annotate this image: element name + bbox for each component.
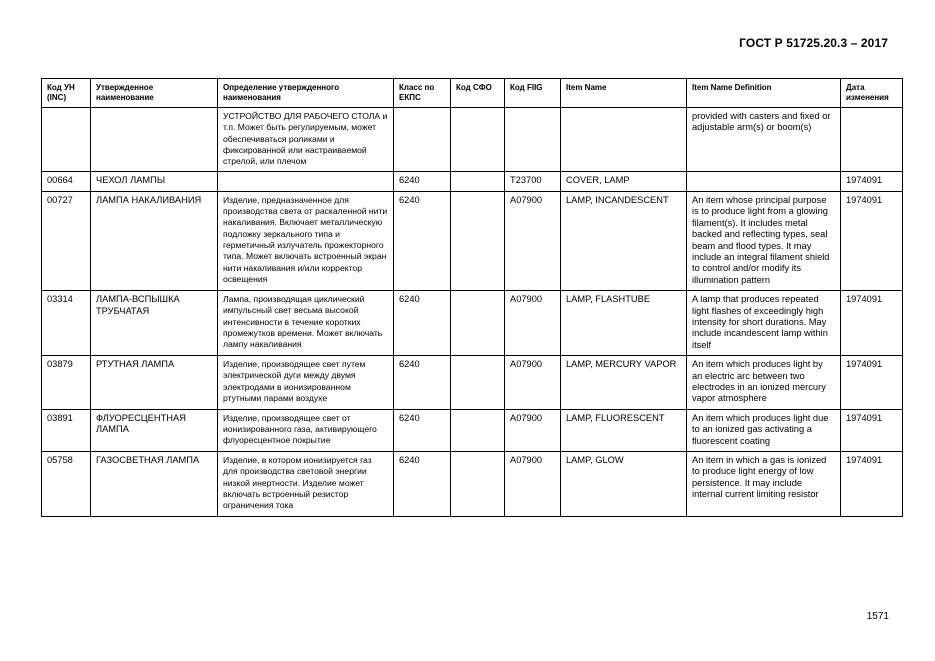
- cell-date: 1974091: [841, 452, 903, 516]
- cell-item-definition: An item which produces light due to an ionized gas activating a fluorescent coating: [687, 409, 841, 451]
- cell-date: 1974091: [841, 172, 903, 191]
- cell-class: [394, 108, 451, 172]
- table-row: [42, 356, 903, 410]
- cell-code: [42, 108, 91, 172]
- cell-code: 00727: [42, 191, 91, 290]
- page-number: 1571: [866, 611, 889, 622]
- cell-item-definition: [687, 172, 841, 191]
- col-header-fiig: Код FIIG: [505, 79, 561, 108]
- col-header-code: Код УН (INC): [42, 79, 91, 108]
- cell-code: 00664: [42, 172, 91, 191]
- table-header-row: [42, 79, 903, 108]
- cell-date: 1974091: [841, 291, 903, 356]
- cell-date: [841, 108, 903, 172]
- cell-sfo: [451, 172, 505, 191]
- cell-name: ЛАМПА-ВСПЫШКА ТРУБЧАТАЯ: [91, 291, 218, 356]
- col-header-name: Утвержденное наименование: [91, 79, 218, 108]
- table-row: [42, 172, 903, 191]
- cell-sfo: [451, 409, 505, 451]
- cell-definition: Изделие, производящее свет от ионизированного газа, активирующего флуоресцентное покрытие: [218, 409, 394, 451]
- col-header-item-name: Item Name: [561, 79, 687, 108]
- cell-definition: Изделие, в котором ионизируется газ для производства световой энергии низкой инертности. Изделие может включать встроенный резистор ограничения тока: [218, 452, 394, 516]
- cell-class: 6240: [394, 172, 451, 191]
- cell-item-name: LAMP, FLASHTUBE: [561, 291, 687, 356]
- cell-class: 6240: [394, 291, 451, 356]
- cell-item-definition: An item which produces light by an electric arc between two electrodes in an ionized mercury vapor atmosphere: [687, 356, 841, 410]
- cell-sfo: [451, 452, 505, 516]
- cell-code: 03879: [42, 356, 91, 410]
- col-header-item-definition: Item Name Definition: [687, 79, 841, 108]
- cell-class: 6240: [394, 409, 451, 451]
- cell-fiig: [505, 108, 561, 172]
- cell-item-definition: provided with casters and fixed or adjustable arm(s) or boom(s): [687, 108, 841, 172]
- cell-definition: Лампа, производящая циклический импульсный свет весьма высокой интенсивности в течение коротких промежутков времени. Может включать лампу накаливания: [218, 291, 394, 356]
- cell-name: ЧЕХОЛ ЛАМПЫ: [91, 172, 218, 191]
- cell-name: ФЛУОРЕСЦЕНТНАЯ ЛАМПА: [91, 409, 218, 451]
- cell-fiig: T23700: [505, 172, 561, 191]
- cell-name: ГАЗОСВЕТНАЯ ЛАМПА: [91, 452, 218, 516]
- cell-definition: УСТРОЙСТВО ДЛЯ РАБОЧЕГО СТОЛА и т.п. Может быть регулируемым, может обеспечиваться роликами и фиксированной или настраиваемой стрелой, или плечом: [218, 108, 394, 172]
- classification-table: [41, 78, 903, 517]
- cell-code: 03314: [42, 291, 91, 356]
- cell-date: 1974091: [841, 409, 903, 451]
- table-row: [42, 452, 903, 516]
- cell-item-definition: A lamp that produces repeated light flashes of exceedingly high intensity for short durations. May include incandescent lamp within itself: [687, 291, 841, 356]
- table-row: [42, 191, 903, 290]
- cell-name: ЛАМПА НАКАЛИВАНИЯ: [91, 191, 218, 290]
- cell-item-name: LAMP, GLOW: [561, 452, 687, 516]
- cell-item-name: LAMP, MERCURY VAPOR: [561, 356, 687, 410]
- cell-fiig: A07900: [505, 452, 561, 516]
- cell-fiig: A07900: [505, 291, 561, 356]
- cell-item-name: COVER, LAMP: [561, 172, 687, 191]
- cell-name: РТУТНАЯ ЛАМПА: [91, 356, 218, 410]
- cell-definition: Изделие, предназначенное для производства света от раскаленной нити накаливания. Включает металлическую подложку зеркального типа и герметичный излучатель прожекторного типа. Может включать встроенный экран нити накаливания и/или корректор освещения: [218, 191, 394, 290]
- table-row: [42, 108, 903, 172]
- cell-fiig: A07900: [505, 356, 561, 410]
- cell-class: 6240: [394, 452, 451, 516]
- cell-item-name: LAMP, INCANDESCENT: [561, 191, 687, 290]
- col-header-sfo: Код СФО: [451, 79, 505, 108]
- cell-sfo: [451, 191, 505, 290]
- cell-definition: [218, 172, 394, 191]
- cell-sfo: [451, 108, 505, 172]
- cell-date: 1974091: [841, 356, 903, 410]
- cell-item-name: [561, 108, 687, 172]
- cell-item-definition: An item whose principal purpose is to produce light from a glowing filament(s). It includes metal backed and reflecting types, seal beam and flood types. It may include an integral filament shield to control and/or modify its illumination pattern: [687, 191, 841, 290]
- cell-code: 03891: [42, 409, 91, 451]
- cell-date: 1974091: [841, 191, 903, 290]
- col-header-definition: Определение утвержденного наименования: [218, 79, 394, 108]
- cell-item-definition: An item in which a gas is ionized to produce light energy of low persistence. It may include internal current limiting resistor: [687, 452, 841, 516]
- cell-sfo: [451, 291, 505, 356]
- col-header-date: Дата изменения: [841, 79, 903, 108]
- cell-class: 6240: [394, 356, 451, 410]
- cell-item-name: LAMP, FLUORESCENT: [561, 409, 687, 451]
- cell-class: 6240: [394, 191, 451, 290]
- cell-fiig: A07900: [505, 409, 561, 451]
- table-row: [42, 291, 903, 356]
- table-row: [42, 409, 903, 451]
- cell-fiig: A07900: [505, 191, 561, 290]
- document-header: ГОСТ Р 51725.20.3 – 2017: [739, 36, 888, 50]
- cell-definition: Изделие, производящее свет путем электрической дуги между двумя электродами в ионизированном ртутными парами воздухе: [218, 356, 394, 410]
- cell-code: 05758: [42, 452, 91, 516]
- cell-name: [91, 108, 218, 172]
- col-header-class: Класс по ЕКПС: [394, 79, 451, 108]
- cell-sfo: [451, 356, 505, 410]
